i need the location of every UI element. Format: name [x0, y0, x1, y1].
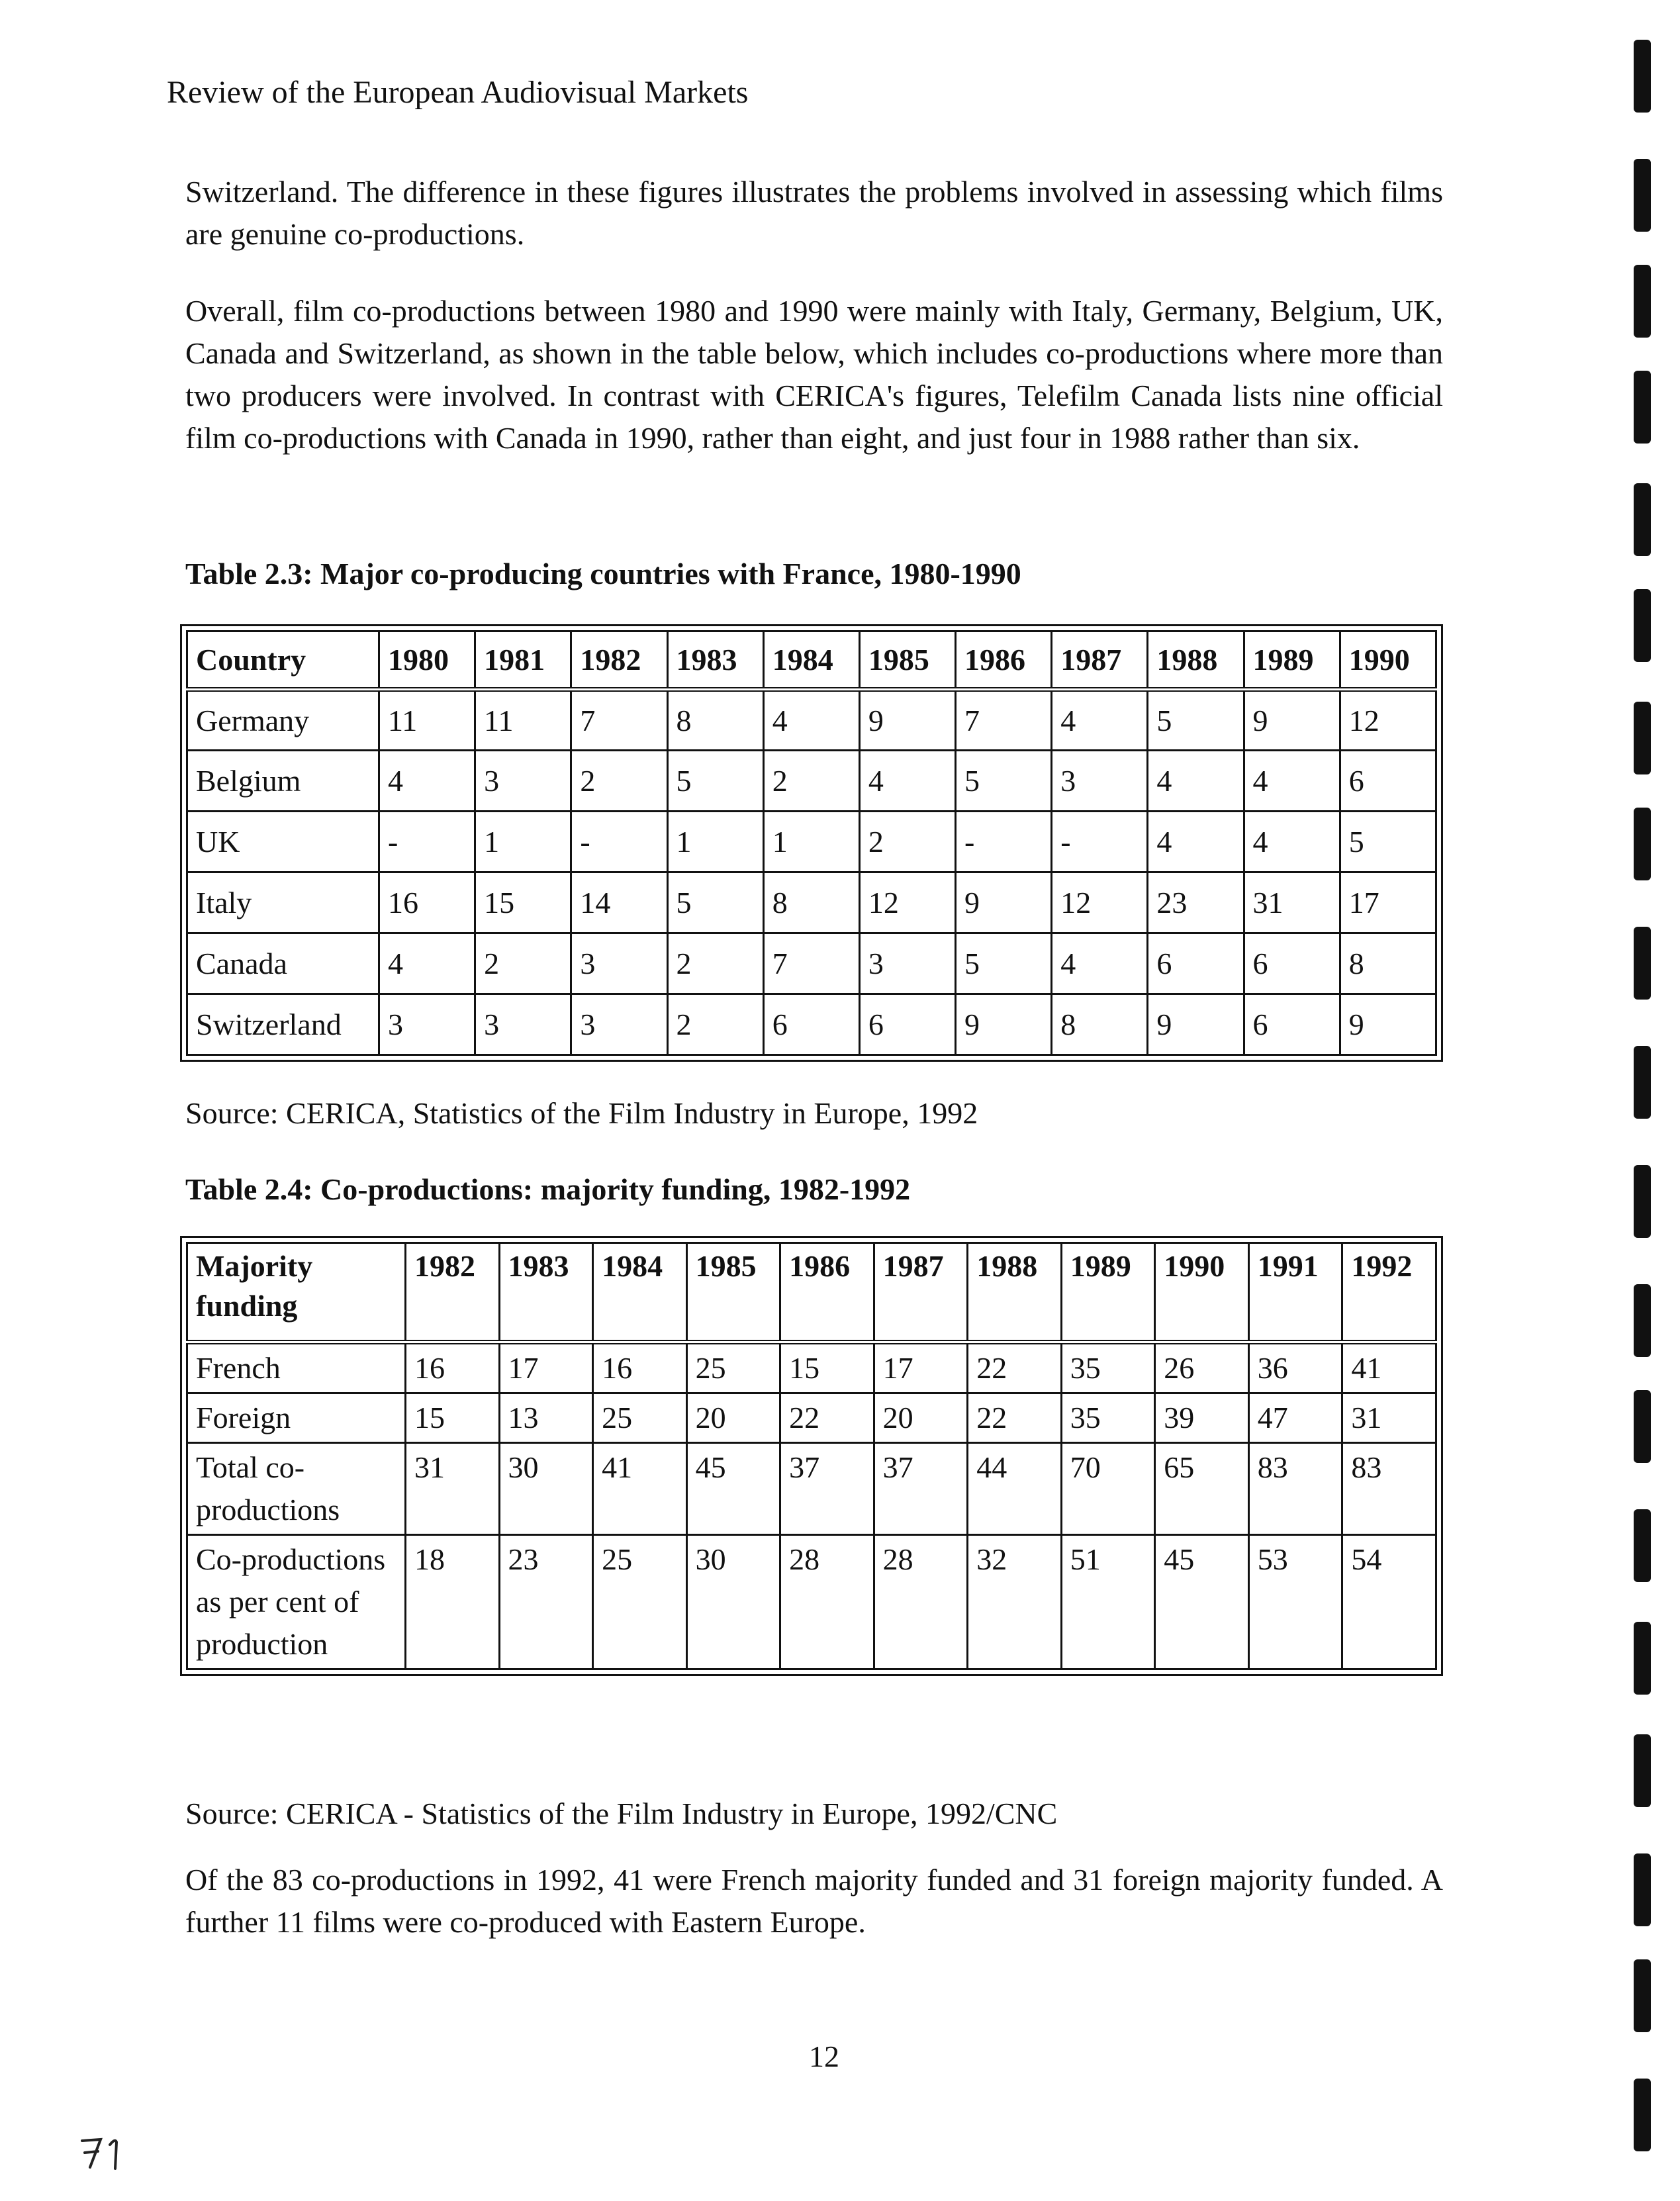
table-cell: 6: [1148, 933, 1244, 994]
table-row: [187, 1443, 1436, 1535]
table-cell: 35: [1061, 1342, 1155, 1393]
table-cell: 2: [667, 994, 763, 1055]
table-cell: 8: [763, 872, 859, 933]
table-cell: 17: [1340, 872, 1436, 933]
table-cell: 25: [686, 1342, 780, 1393]
table-cell: 3: [859, 933, 955, 994]
year-header: 1984: [763, 632, 859, 690]
table-cell: 12: [1340, 690, 1436, 751]
table-row: [187, 994, 1436, 1055]
table-cell: 25: [593, 1393, 687, 1443]
table-cell: 45: [1155, 1535, 1249, 1669]
table-cell: 6: [1244, 994, 1340, 1055]
table-2-3-caption: Table 2.3: Major co-producing countries with France, 1980-1990: [185, 557, 1021, 590]
table-cell: -: [379, 812, 475, 872]
year-header: 1991: [1248, 1243, 1342, 1342]
table-cell: 5: [667, 751, 763, 812]
table-cell: 4: [1148, 751, 1244, 812]
table-cell: 12: [1052, 872, 1148, 933]
table-cell: -: [956, 812, 1052, 872]
table-cell: 22: [968, 1393, 1062, 1443]
table-cell: 36: [1248, 1342, 1342, 1393]
year-header: 1987: [874, 1243, 968, 1342]
table-cell: 17: [874, 1342, 968, 1393]
table-corner-header: Country: [187, 632, 379, 690]
table-cell: 9: [956, 994, 1052, 1055]
row-label: French: [187, 1342, 406, 1393]
row-label: Total co-productions: [187, 1443, 406, 1535]
table-row: [187, 812, 1436, 872]
table-cell: 3: [379, 994, 475, 1055]
table-cell: 16: [406, 1342, 500, 1393]
table-cell: 3: [475, 994, 571, 1055]
year-header: 1980: [379, 632, 475, 690]
table-cell: 31: [1342, 1393, 1436, 1443]
table-2-3: [186, 630, 1437, 1056]
row-label: Belgium: [187, 751, 379, 812]
table-cell: 23: [1148, 872, 1244, 933]
table-cell: 30: [499, 1443, 593, 1535]
table-cell: 22: [780, 1393, 874, 1443]
table-cell: 1: [763, 812, 859, 872]
running-header: Review of the European Audiovisual Markets: [167, 75, 749, 110]
table-cell: 16: [379, 872, 475, 933]
year-header: 1988: [968, 1243, 1062, 1342]
table-cell: 2: [763, 751, 859, 812]
table-cell: 37: [874, 1443, 968, 1535]
table-cell: 11: [379, 690, 475, 751]
paragraph-intro: Switzerland. The difference in these figures illustrates the problems involved in assessing which films are genuine co-productions.: [185, 175, 1443, 251]
year-header: 1990: [1155, 1243, 1249, 1342]
table-cell: 51: [1061, 1535, 1155, 1669]
year-header: 1992: [1342, 1243, 1436, 1342]
table-cell: 9: [1340, 994, 1436, 1055]
table-cell: 83: [1248, 1443, 1342, 1535]
year-header: 1989: [1244, 632, 1340, 690]
table-cell: 5: [956, 933, 1052, 994]
table-2-4: [186, 1242, 1437, 1670]
paragraph-overview: Overall, film co-productions between 1980 and 1990 were mainly with Italy, Germany, Belgium, UK, Canada and Switzerland, as shown in the table below, which includes co-productions where more than two producers were involved. In contrast with CERICA's figures, Telefilm Canada lists nine official film co-productions with Canada in 1990, rather than eight, and just four in 1988 rather than six.: [185, 294, 1443, 455]
table-row: [187, 872, 1436, 933]
table-cell: 47: [1248, 1393, 1342, 1443]
table-row: [187, 933, 1436, 994]
table-cell: 14: [571, 872, 667, 933]
table-cell: 4: [1244, 751, 1340, 812]
table-cell: 7: [763, 933, 859, 994]
table-cell: 65: [1155, 1443, 1249, 1535]
table-cell: 4: [379, 933, 475, 994]
table-cell: 9: [1148, 994, 1244, 1055]
table-cell: 4: [1052, 933, 1148, 994]
table-cell: 2: [859, 812, 955, 872]
year-header: 1988: [1148, 632, 1244, 690]
table-cell: 35: [1061, 1393, 1155, 1443]
table-cell: 37: [780, 1443, 874, 1535]
table-cell: 5: [956, 751, 1052, 812]
table-cell: 2: [475, 933, 571, 994]
table-2-4-caption: Table 2.4: Co-productions: majority funding, 1982-1992: [185, 1172, 911, 1206]
year-header: 1990: [1340, 632, 1436, 690]
row-label: Switzerland: [187, 994, 379, 1055]
table-cell: 4: [1244, 812, 1340, 872]
table-cell: 1: [667, 812, 763, 872]
year-header: 1985: [686, 1243, 780, 1342]
table-cell: 8: [1052, 994, 1148, 1055]
binding-hole-marks: [1634, 0, 1660, 2201]
table-cell: 53: [1248, 1535, 1342, 1669]
table-cell: 41: [593, 1443, 687, 1535]
table-cell: 32: [968, 1535, 1062, 1669]
table-cell: 70: [1061, 1443, 1155, 1535]
table-cell: 6: [1244, 933, 1340, 994]
year-header: 1982: [406, 1243, 500, 1342]
table-cell: 15: [406, 1393, 500, 1443]
table-cell: 30: [686, 1535, 780, 1669]
table-cell: 45: [686, 1443, 780, 1535]
year-header: 1981: [475, 632, 571, 690]
year-header: 1983: [667, 632, 763, 690]
table-cell: 15: [780, 1342, 874, 1393]
table-cell: 7: [571, 690, 667, 751]
table-header-row: [187, 1243, 1436, 1342]
table-cell: 6: [1340, 751, 1436, 812]
table-cell: -: [571, 812, 667, 872]
table-cell: 5: [1148, 690, 1244, 751]
year-header: 1985: [859, 632, 955, 690]
table-cell: 3: [475, 751, 571, 812]
row-label: Co-productions as per cent of production: [187, 1535, 406, 1669]
row-label: Italy: [187, 872, 379, 933]
table-cell: 9: [859, 690, 955, 751]
row-label: Foreign: [187, 1393, 406, 1443]
table-cell: 16: [593, 1342, 687, 1393]
table-cell: 18: [406, 1535, 500, 1669]
table-cell: 20: [874, 1393, 968, 1443]
table-cell: 4: [379, 751, 475, 812]
row-label: Germany: [187, 690, 379, 751]
table-row: [187, 690, 1436, 751]
table-row: [187, 1342, 1436, 1393]
table-2-4-frame: [180, 1236, 1443, 1676]
table-cell: 9: [1244, 690, 1340, 751]
table-cell: 44: [968, 1443, 1062, 1535]
row-label: UK: [187, 812, 379, 872]
table-cell: 8: [667, 690, 763, 751]
table-cell: 3: [1052, 751, 1148, 812]
table-cell: 6: [859, 994, 955, 1055]
table-cell: 7: [956, 690, 1052, 751]
table-cell: 2: [667, 933, 763, 994]
table-cell: 5: [667, 872, 763, 933]
paragraph-closing: Of the 83 co-productions in 1992, 41 were French majority funded and 31 foreign majority funded. A further 11 films were co-produced with Eastern Europe.: [185, 1863, 1443, 1939]
table-cell: 41: [1342, 1342, 1436, 1393]
table-cell: 39: [1155, 1393, 1249, 1443]
table-cell: 31: [1244, 872, 1340, 933]
table-cell: 6: [763, 994, 859, 1055]
table-cell: 3: [571, 994, 667, 1055]
page-number: 12: [809, 2039, 839, 2073]
table-cell: 31: [406, 1443, 500, 1535]
year-header: 1987: [1052, 632, 1148, 690]
table-cell: 3: [571, 933, 667, 994]
table-cell: 28: [874, 1535, 968, 1669]
year-header: 1984: [593, 1243, 687, 1342]
table-cell: 13: [499, 1393, 593, 1443]
table-cell: 22: [968, 1342, 1062, 1393]
year-header: 1983: [499, 1243, 593, 1342]
year-header: 1986: [956, 632, 1052, 690]
table-2-4-source: Source: CERICA - Statistics of the Film Industry in Europe, 1992/CNC: [185, 1797, 1058, 1830]
year-header: 1986: [780, 1243, 874, 1342]
table-row: [187, 1535, 1436, 1669]
table-header-row: [187, 632, 1436, 690]
table-cell: 83: [1342, 1443, 1436, 1535]
table-cell: 4: [763, 690, 859, 751]
table-corner-header: Majority funding: [187, 1243, 406, 1342]
table-cell: 28: [780, 1535, 874, 1669]
table-cell: 4: [1052, 690, 1148, 751]
table-cell: 25: [593, 1535, 687, 1669]
table-cell: 12: [859, 872, 955, 933]
table-cell: 4: [1148, 812, 1244, 872]
table-row: [187, 751, 1436, 812]
table-cell: 1: [475, 812, 571, 872]
table-cell: 5: [1340, 812, 1436, 872]
table-cell: 15: [475, 872, 571, 933]
year-header: 1989: [1061, 1243, 1155, 1342]
table-cell: 9: [956, 872, 1052, 933]
table-row: [187, 1393, 1436, 1443]
table-cell: 2: [571, 751, 667, 812]
table-cell: 17: [499, 1342, 593, 1393]
table-2-3-source: Source: CERICA, Statistics of the Film Industry in Europe, 1992: [185, 1096, 978, 1130]
table-cell: 8: [1340, 933, 1436, 994]
year-header: 1982: [571, 632, 667, 690]
table-cell: 4: [859, 751, 955, 812]
table-cell: 23: [499, 1535, 593, 1669]
table-2-3-frame: [180, 624, 1443, 1062]
handwritten-page-note: [78, 2133, 138, 2173]
table-cell: 11: [475, 690, 571, 751]
table-cell: 26: [1155, 1342, 1249, 1393]
table-cell: 20: [686, 1393, 780, 1443]
table-cell: -: [1052, 812, 1148, 872]
row-label: Canada: [187, 933, 379, 994]
table-cell: 54: [1342, 1535, 1436, 1669]
